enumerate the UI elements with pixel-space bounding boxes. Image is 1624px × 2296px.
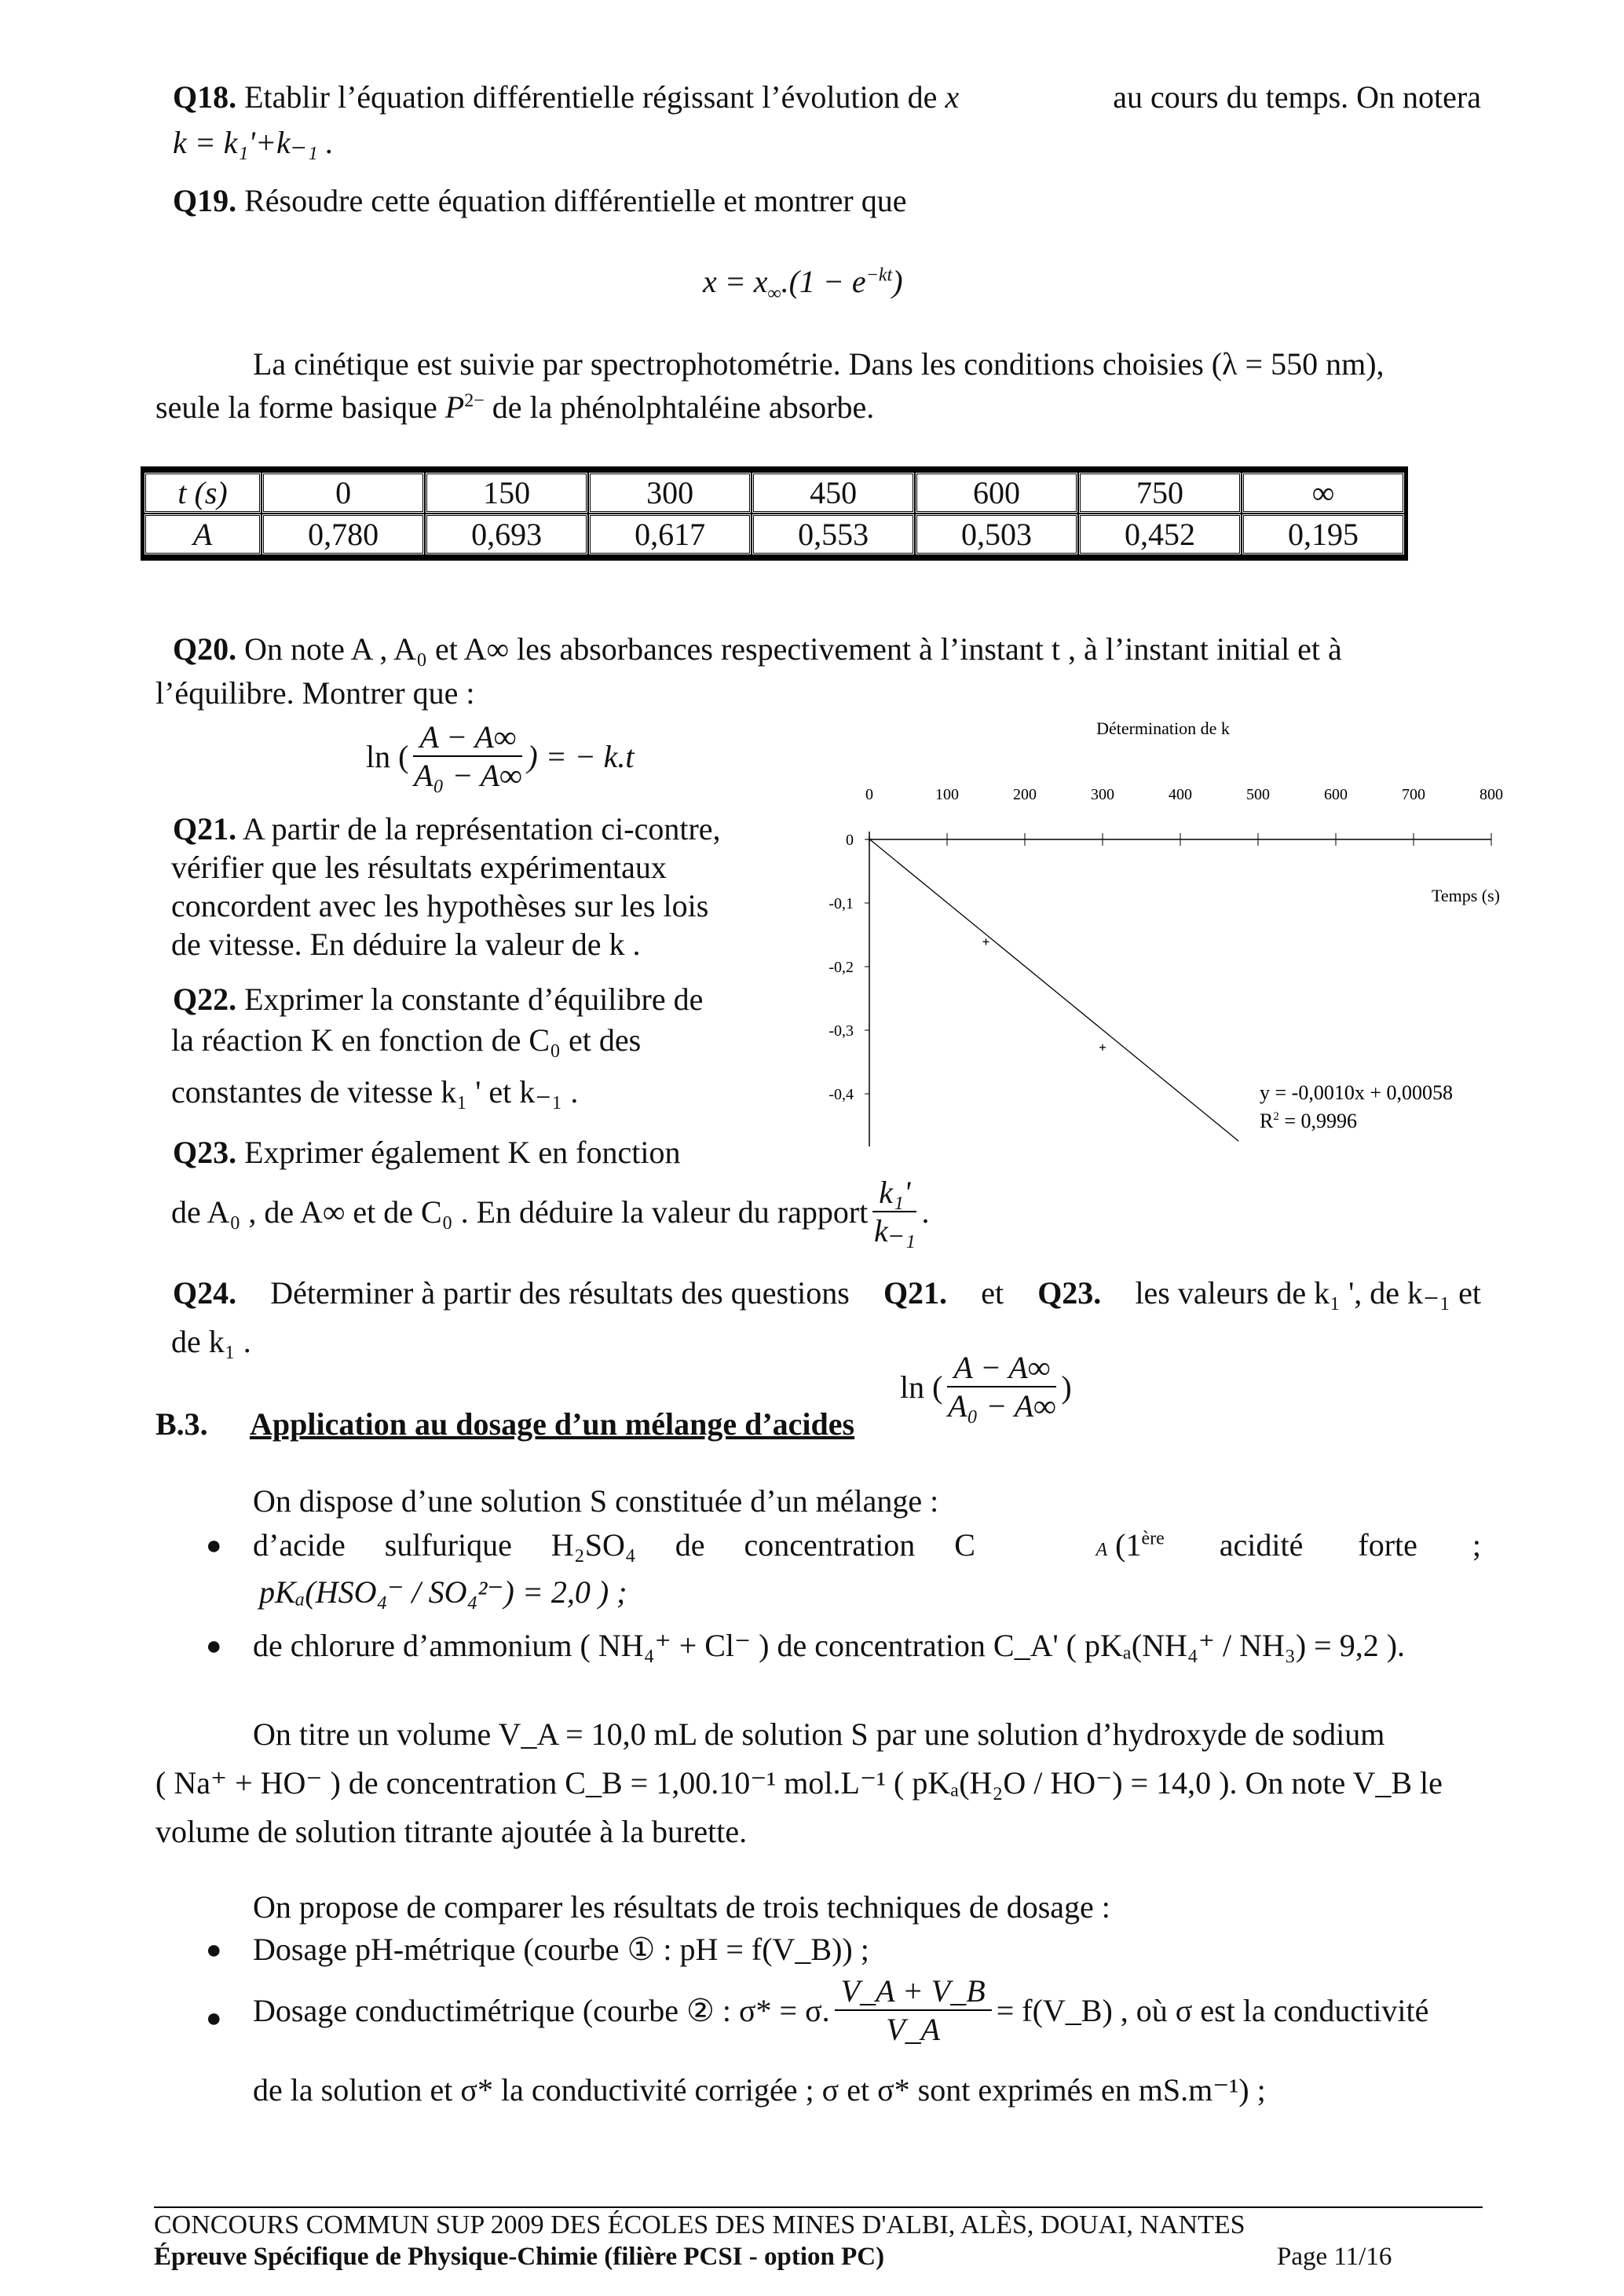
ln: ln (	[366, 738, 409, 774]
determination-k-chart	[809, 707, 1594, 1146]
x-tick-label: 600	[1324, 786, 1348, 803]
q18-label: Q18.	[173, 79, 237, 115]
cell: 0,780	[262, 514, 425, 555]
q21-line4: de vitesse. En déduire la valeur de k .	[171, 927, 641, 962]
footer-contest: CONCOURS COMMUN SUP 2009 DES ÉCOLES DES MINES D'ALBI, ALÈS, DOUAI, NANTES	[154, 2210, 1245, 2239]
ylabel-fraction	[947, 1349, 1056, 1424]
q22-line3: constantes de vitesse k₁ ' et k₋₁ .	[171, 1074, 579, 1110]
y-tick-label: -0,2	[828, 959, 854, 976]
q18-text2: au cours du temps. On notera	[1113, 79, 1481, 115]
q20-text: On note A , A₀ et A∞ les absorbances respectivement à l’instant t , à l’instant initial et à	[244, 631, 1342, 667]
x-tick-label: 300	[1091, 786, 1114, 803]
q23-text2: de A₀ , de A∞ et de C₀ . En déduire la valeur du rapport	[171, 1194, 869, 1230]
b1: (1	[1107, 1527, 1142, 1563]
q24-line2: de k₁ .	[171, 1324, 251, 1359]
tech2-text2: = f(V_B) , où σ est la conductivité	[996, 1992, 1429, 2028]
denominator: A₀ − A∞	[414, 758, 522, 793]
denominator: V_A	[886, 2012, 941, 2047]
footer-divider	[154, 2206, 1483, 2208]
x-tick-label: 400	[1169, 786, 1192, 803]
cell: 600	[915, 472, 1078, 514]
x-tick-label: 800	[1480, 786, 1503, 803]
q20-line1	[173, 631, 1481, 667]
volume-fraction	[835, 1972, 992, 2048]
technique-conductimetry	[253, 1972, 1481, 2048]
table-row-time	[144, 472, 1405, 514]
footer-exam: Épreuve Spécifique de Physique-Chimie (filière PCSI - option PC)	[154, 2243, 885, 2271]
q21-line3: concordent avec les hypothèses sur les lois	[171, 888, 709, 923]
b3-p2-line1: On titre un volume V_A = 10,0 mL de solution S par une solution d’hydroxyde de sodium	[253, 1717, 1385, 1752]
q24-text: Déterminer à partir des résultats des questions	[270, 1275, 850, 1311]
sub: A	[1095, 1540, 1108, 1560]
denominator: k₋₁	[873, 1213, 916, 1249]
fit-equation: y = -0,0010x + 0,00058	[1260, 1081, 1453, 1104]
bullet-icon: ●	[206, 1531, 222, 1560]
intro-text2: de la phénolphtaléine absorbe.	[492, 389, 875, 425]
tech2-text: Dosage conductimétrique (courbe ② : σ* = σ.	[253, 1992, 830, 2028]
chart-title: Détermination de k	[1096, 718, 1230, 738]
b3-p3: On propose de comparer les résultats de trois techniques de dosage :	[253, 1889, 1110, 1925]
intro-text: seule la forme basique	[155, 389, 437, 425]
q24-label: Q24.	[173, 1275, 237, 1311]
bullet-icon: ●	[206, 1632, 222, 1661]
q22-text: Exprimer la constante d’équilibre de	[244, 982, 704, 1017]
q22-line1	[173, 981, 703, 1018]
y-tick-label: -0,3	[828, 1022, 854, 1040]
close-paren: )	[1061, 1369, 1072, 1405]
period: .	[921, 1194, 930, 1230]
species: P	[444, 389, 465, 425]
b3-p2-line2: ( Na⁺ + HO⁻ ) de concentration C_B = 1,00.10⁻¹ mol.L⁻¹ ( pKₐ(H₂O / HO⁻) = 14,0 ). On note V_B le	[155, 1765, 1443, 1801]
q19-text: Résoudre cette équation différentielle et montrer que	[244, 183, 907, 218]
technique-conductimetry-line2: de la solution et σ* la conductivité corrigée ; σ et σ* sont exprimés en mS.m⁻¹) ;	[253, 2072, 1266, 2108]
r2-value: = 0,9996	[1278, 1110, 1358, 1132]
cell: 0,195	[1242, 514, 1405, 555]
x-tick-label: 500	[1246, 786, 1270, 803]
cell: ∞	[1242, 472, 1405, 514]
section-number: B.3.	[155, 1406, 208, 1442]
q18-eq: k = k₁'+k₋₁ .	[173, 125, 334, 160]
eq-lhs: x = x	[703, 264, 768, 299]
data-point	[1099, 1044, 1106, 1051]
denominator: A₀ − A∞	[948, 1388, 1056, 1424]
cell: 0,503	[915, 514, 1078, 555]
numerator: A − A∞	[947, 1349, 1056, 1387]
q23-line1	[173, 1134, 680, 1171]
fit-line	[869, 839, 1238, 1142]
sup: ère	[1141, 1528, 1165, 1549]
q19-equation	[703, 263, 903, 304]
q24-line1	[173, 1274, 1481, 1311]
r2-sup: 2	[1273, 1110, 1279, 1123]
numerator: A − A∞	[413, 718, 522, 757]
data-point	[983, 938, 989, 945]
cell: 0	[262, 472, 425, 514]
fraction	[413, 718, 522, 794]
bullet1-line2: pKₐ(HSO₄⁻ / SO₄²⁻) = 2,0 ) ;	[259, 1574, 627, 1610]
q21-label: Q21.	[173, 811, 237, 846]
intro-line2	[155, 389, 874, 426]
technique-ph: Dosage pH-métrique (courbe ① : pH = f(V_B)) ;	[253, 1932, 869, 1967]
q18-line1	[173, 79, 1481, 115]
q21-text: A partir de la représentation ci-contre,	[242, 811, 721, 846]
fit-r2	[1260, 1110, 1357, 1132]
q20-label: Q20.	[173, 631, 237, 667]
numerator: V_A + V_B	[835, 1972, 992, 2011]
b1c: acidité forte ;	[1164, 1527, 1481, 1563]
q23-label: Q23.	[173, 1135, 237, 1170]
q24-text2: les valeurs de k₁ ', de k₋₁ et	[1135, 1275, 1481, 1311]
cell: 300	[588, 472, 752, 514]
rhs: ) = − k.t	[527, 738, 635, 774]
q21-line1	[173, 810, 721, 847]
q21-line2: vérifier que les résultats expérimentaux	[171, 850, 667, 885]
absorbance-table	[141, 466, 1408, 561]
bullet-icon: ●	[206, 1936, 222, 1965]
y-tick-label: 0	[846, 832, 854, 849]
cell: 450	[752, 472, 915, 514]
b3-p2-line3: volume de solution titrante ajoutée à la burette.	[155, 1814, 748, 1849]
eq-mid: .(1 − e	[781, 264, 866, 299]
x-tick-label: 700	[1402, 786, 1425, 803]
cell: 0,452	[1078, 514, 1242, 555]
q20-formula	[366, 718, 635, 794]
cell: 0,617	[588, 514, 752, 555]
ref-q21: Q21.	[883, 1275, 948, 1311]
eq-inf: ∞	[767, 283, 781, 304]
r2-label: R	[1260, 1110, 1274, 1132]
q18-text: Etablir l’équation différentielle régissant l’évolution de	[244, 79, 938, 115]
bullet-icon: ●	[206, 2004, 222, 2033]
ln: ln (	[900, 1369, 943, 1405]
bullet2: de chlorure d’ammonium ( NH₄⁺ + Cl⁻ ) de concentration C_A' ( pKₐ(NH₄⁺ / NH₃) = 9,2 ).	[253, 1628, 1406, 1663]
table-row-absorbance	[144, 514, 1405, 555]
and: et	[981, 1275, 1004, 1311]
bullet1-text: d’acide sulfurique H₂SO₄ de concentration C	[253, 1527, 975, 1563]
numerator: k₁'	[872, 1174, 916, 1212]
data-point	[866, 836, 872, 843]
bullet1-line1	[253, 1526, 1481, 1563]
x-tick-label: 200	[1013, 786, 1037, 803]
section-title: Application au dosage d’un mélange d’acides	[250, 1406, 855, 1442]
q19-label: Q19.	[173, 183, 237, 218]
x-tick-label: 0	[865, 786, 873, 803]
q22-line2: la réaction K en fonction de C₀ et des	[171, 1022, 642, 1058]
y-tick-label: -0,1	[828, 895, 854, 912]
q19-line	[173, 182, 906, 219]
row-header: t (s)	[144, 472, 262, 514]
cell: 150	[425, 472, 588, 514]
cell: 0,693	[425, 514, 588, 555]
page-number: Page 11/16	[1277, 2243, 1392, 2271]
intro-line1: La cinétique est suivie par spectrophotométrie. Dans les conditions choisies (λ = 550 nm),	[253, 346, 1384, 382]
q23-line2	[171, 1174, 929, 1249]
ratio-fraction	[872, 1174, 916, 1249]
ref-q23: Q23.	[1037, 1275, 1102, 1311]
y-axis-label	[900, 1349, 1072, 1424]
species-charge: 2−	[464, 390, 485, 411]
q20-line2: l’équilibre. Montrer que :	[155, 675, 475, 711]
cell: 0,553	[752, 514, 915, 555]
y-tick-label: -0,4	[828, 1086, 854, 1103]
b3-paragraph1: On dispose d’une solution S constituée d’un mélange :	[253, 1483, 939, 1519]
row-header: A	[144, 514, 262, 555]
q18-var: x	[945, 79, 960, 115]
x-axis-label: Temps (s)	[1431, 886, 1500, 905]
eq-end: )	[892, 264, 903, 299]
x-tick-label: 100	[935, 786, 959, 803]
cell: 750	[1078, 472, 1242, 514]
q22-label: Q22.	[173, 982, 237, 1017]
eq-exp: −kt	[865, 265, 893, 286]
q23-text: Exprimer également K en fonction	[244, 1135, 681, 1170]
